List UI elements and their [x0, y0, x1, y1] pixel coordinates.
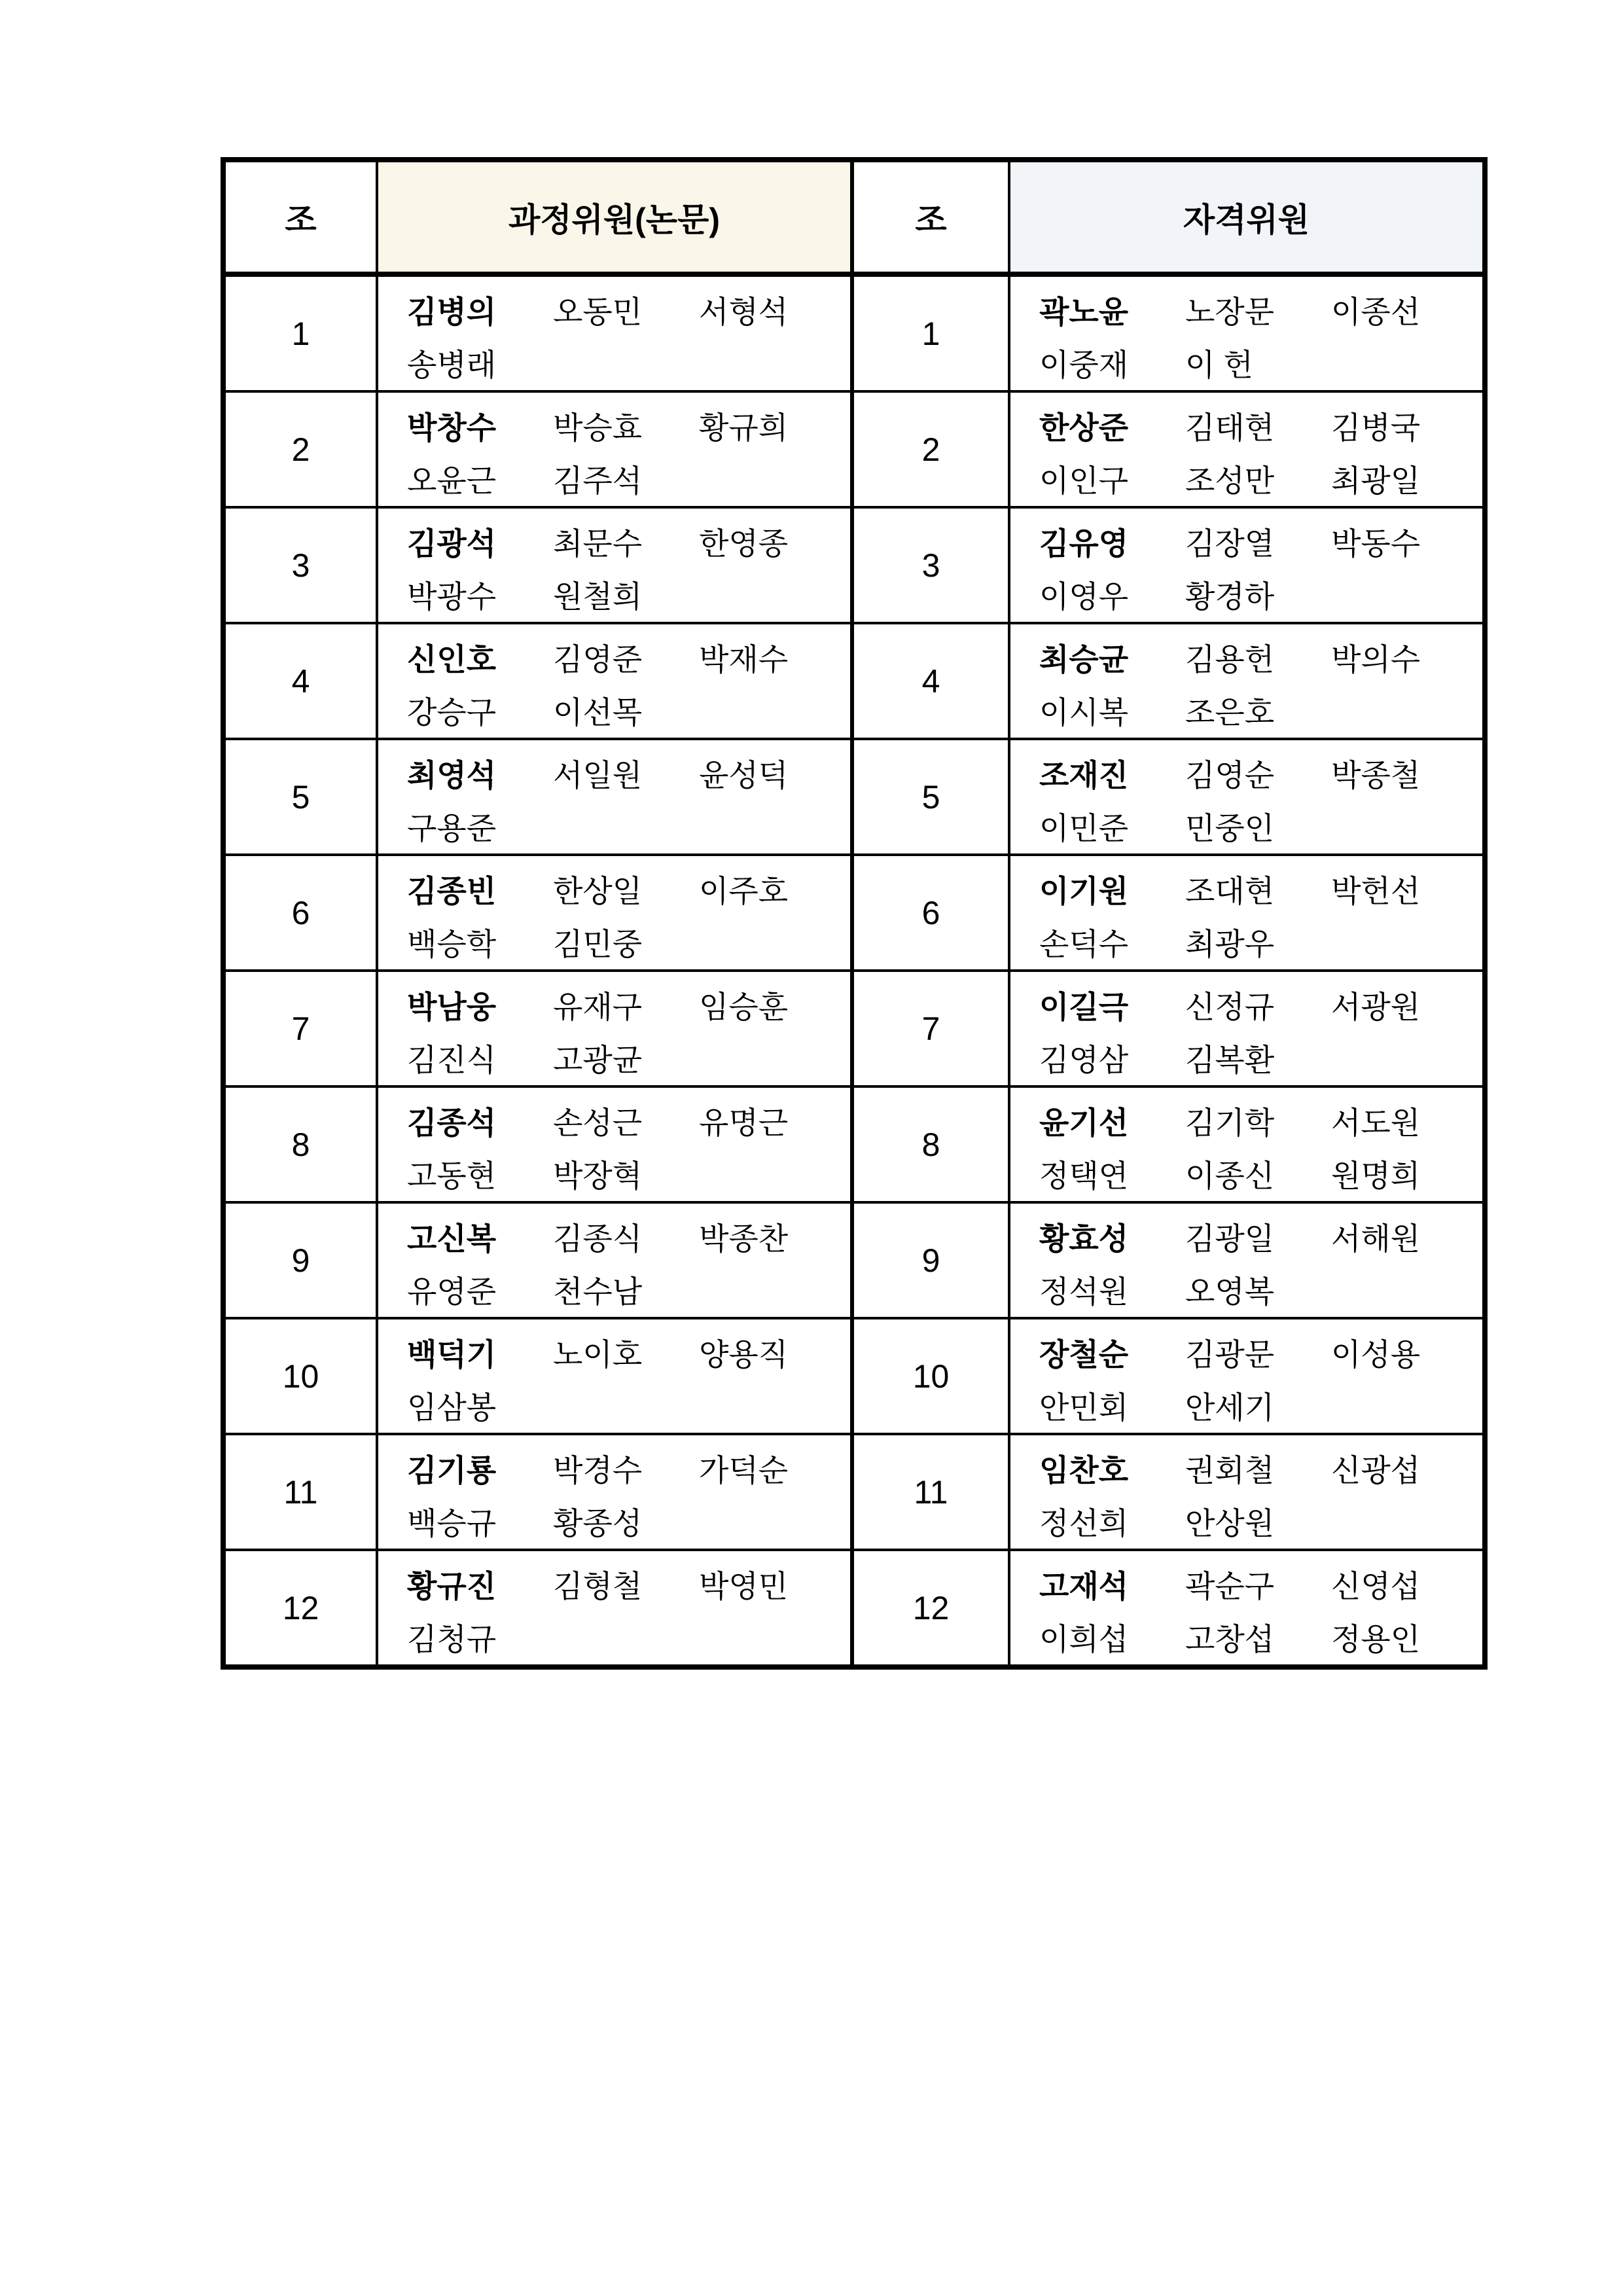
- member-name: 김진식: [407, 1042, 497, 1077]
- course-members-cell: [377, 1318, 852, 1434]
- qualification-members-cell: [1009, 507, 1485, 623]
- member-name: 김태현: [1185, 410, 1275, 445]
- member-name: 박헌선: [1331, 873, 1421, 908]
- group-number-right: 7: [852, 971, 1009, 1086]
- group-number-left: 7: [223, 971, 377, 1086]
- name-line: [407, 1454, 845, 1486]
- table-row: [223, 739, 1485, 855]
- member-name: 곽순구: [1185, 1568, 1275, 1604]
- table-row: [223, 1086, 1485, 1202]
- table-row: [223, 1318, 1485, 1434]
- member-name: 고동현: [407, 1158, 497, 1193]
- name-line: [407, 759, 845, 791]
- member-name: 손성근: [553, 1105, 643, 1140]
- names-grid: [378, 1204, 850, 1317]
- member-name: 양용직: [699, 1336, 789, 1372]
- name-line: [1039, 527, 1477, 560]
- member-name: 박장혁: [553, 1158, 643, 1193]
- member-name: 천수남: [553, 1274, 643, 1309]
- course-members-cell: [377, 855, 852, 971]
- names-grid: [378, 393, 850, 506]
- member-name: 임승훈: [699, 989, 789, 1024]
- member-name: 김영준: [553, 641, 643, 677]
- name-line: [1039, 1570, 1477, 1602]
- group-number-left: 8: [223, 1086, 377, 1202]
- lead-member-name: 조재진: [1039, 757, 1129, 793]
- member-name: 최문수: [553, 526, 643, 561]
- qualification-members-cell: [1009, 971, 1485, 1086]
- member-name: 오윤근: [407, 463, 497, 498]
- group-number-left: 3: [223, 507, 377, 623]
- table-row: [223, 971, 1485, 1086]
- group-number-left: 11: [223, 1434, 377, 1550]
- member-name: 서일원: [553, 757, 643, 793]
- lead-member-name: 이기원: [1039, 873, 1129, 908]
- name-line: [407, 580, 845, 613]
- member-name: 서형석: [699, 294, 789, 329]
- lead-member-name: 김종석: [407, 1105, 497, 1140]
- names-grid: [1010, 1551, 1482, 1664]
- group-number-left: 9: [223, 1202, 377, 1318]
- member-name: 박광수: [407, 579, 497, 614]
- member-name: 신영섭: [1331, 1568, 1421, 1604]
- table-row: [223, 1202, 1485, 1318]
- lead-member-name: 이길극: [1039, 989, 1129, 1024]
- name-line: [1039, 1275, 1477, 1308]
- name-line: [407, 1623, 845, 1655]
- names-grid: [378, 740, 850, 853]
- qualification-members-cell: [1009, 274, 1485, 391]
- name-line: [1039, 1391, 1477, 1424]
- name-line: [407, 1391, 845, 1424]
- table-row: [223, 391, 1485, 507]
- group-number-right: 12: [852, 1550, 1009, 1667]
- header-row: [223, 160, 1485, 274]
- course-members-cell: [377, 1550, 852, 1667]
- group-number-right: 9: [852, 1202, 1009, 1318]
- member-name: 서도원: [1331, 1105, 1421, 1140]
- name-line: [1039, 927, 1477, 960]
- member-name: 김청규: [407, 1621, 497, 1657]
- qualification-members-cell: [1009, 1550, 1485, 1667]
- member-name: 박종철: [1331, 757, 1421, 793]
- qualification-members-cell: [1009, 739, 1485, 855]
- table-row: [223, 274, 1485, 391]
- member-name: 박재수: [699, 641, 789, 677]
- lead-member-name: 곽노윤: [1039, 294, 1129, 329]
- lead-member-name: 김광석: [407, 526, 497, 561]
- names-grid: [1010, 277, 1482, 390]
- member-name: 가덕순: [699, 1452, 789, 1488]
- member-name: 박동수: [1331, 526, 1421, 561]
- name-line: [1039, 1043, 1477, 1076]
- names-grid: [378, 972, 850, 1085]
- member-name: 유명근: [699, 1105, 789, 1140]
- name-line: [1039, 295, 1477, 328]
- group-number-right: 3: [852, 507, 1009, 623]
- member-name: 오동민: [553, 294, 643, 329]
- names-grid: [378, 1435, 850, 1549]
- member-name: 송병래: [407, 347, 497, 382]
- group-number-left: 12: [223, 1550, 377, 1667]
- member-name: 이성용: [1331, 1336, 1421, 1372]
- name-line: [407, 1106, 845, 1139]
- lead-member-name: 고재석: [1039, 1568, 1129, 1604]
- lead-member-name: 황규진: [407, 1568, 497, 1604]
- name-line: [1039, 812, 1477, 844]
- names-grid: [378, 856, 850, 969]
- member-name: 김장열: [1185, 526, 1275, 561]
- member-name: 정석원: [1039, 1274, 1129, 1309]
- member-name: 손덕수: [1039, 926, 1129, 961]
- member-name: 고광균: [553, 1042, 643, 1077]
- qualification-members-cell: [1009, 1434, 1485, 1550]
- member-name: 원철희: [553, 579, 643, 614]
- member-name: 이희섭: [1039, 1621, 1129, 1657]
- header-group-left: 조: [223, 160, 377, 274]
- member-name: 안민회: [1039, 1390, 1129, 1425]
- member-name: 오영복: [1185, 1274, 1275, 1309]
- lead-member-name: 신인호: [407, 641, 497, 677]
- member-name: 김복환: [1185, 1042, 1275, 1077]
- committee-table: [221, 157, 1488, 1670]
- lead-member-name: 최영석: [407, 757, 497, 793]
- member-name: 김주석: [553, 463, 643, 498]
- member-name: 이 헌: [1185, 347, 1253, 382]
- lead-member-name: 한상준: [1039, 410, 1129, 445]
- name-line: [1039, 759, 1477, 791]
- qualification-members-cell: [1009, 391, 1485, 507]
- member-name: 최광우: [1185, 926, 1275, 961]
- member-name: 정용인: [1331, 1621, 1421, 1657]
- group-number-left: 6: [223, 855, 377, 971]
- name-line: [407, 1570, 845, 1602]
- course-members-cell: [377, 1086, 852, 1202]
- member-name: 이시복: [1039, 694, 1129, 730]
- member-name: 조은호: [1185, 694, 1275, 730]
- member-name: 민중인: [1185, 810, 1275, 846]
- member-name: 노장문: [1185, 294, 1275, 329]
- group-number-left: 2: [223, 391, 377, 507]
- table-row: [223, 1434, 1485, 1550]
- member-name: 박영민: [699, 1568, 789, 1604]
- name-line: [1039, 464, 1477, 497]
- names-grid: [1010, 1435, 1482, 1549]
- member-name: 박의수: [1331, 641, 1421, 677]
- name-line: [1039, 1338, 1477, 1371]
- course-members-cell: [377, 1434, 852, 1550]
- names-grid: [1010, 1204, 1482, 1317]
- name-line: [1039, 1507, 1477, 1539]
- member-name: 조성만: [1185, 463, 1275, 498]
- names-grid: [378, 1088, 850, 1201]
- member-name: 김영순: [1185, 757, 1275, 793]
- lead-member-name: 김유영: [1039, 526, 1129, 561]
- member-name: 백승규: [407, 1505, 497, 1541]
- member-name: 박승효: [553, 410, 643, 445]
- member-name: 이민준: [1039, 810, 1129, 846]
- course-members-cell: [377, 1202, 852, 1318]
- name-line: [1039, 348, 1477, 381]
- member-name: 김용헌: [1185, 641, 1275, 677]
- member-name: 이종선: [1331, 294, 1421, 329]
- course-members-cell: [377, 507, 852, 623]
- member-name: 이인구: [1039, 463, 1129, 498]
- member-name: 유영준: [407, 1274, 497, 1309]
- member-name: 이중재: [1039, 347, 1129, 382]
- group-number-left: 4: [223, 623, 377, 739]
- name-line: [1039, 990, 1477, 1023]
- member-name: 강승구: [407, 694, 497, 730]
- member-name: 김기학: [1185, 1105, 1275, 1140]
- header-course-committee: 과정위원(논문): [377, 160, 852, 274]
- header-qualification-committee: 자격위원: [1009, 160, 1485, 274]
- name-line: [407, 643, 845, 675]
- name-line: [1039, 696, 1477, 728]
- member-name: 한상일: [553, 873, 643, 908]
- lead-member-name: 장철순: [1039, 1336, 1129, 1372]
- name-line: [1039, 1106, 1477, 1139]
- name-line: [1039, 874, 1477, 907]
- names-grid: [1010, 972, 1482, 1085]
- group-number-left: 5: [223, 739, 377, 855]
- member-name: 유재구: [553, 989, 643, 1024]
- lead-member-name: 박남웅: [407, 989, 497, 1024]
- member-name: 한영종: [699, 526, 789, 561]
- qualification-members-cell: [1009, 1086, 1485, 1202]
- table-row: [223, 1550, 1485, 1667]
- group-number-right: 11: [852, 1434, 1009, 1550]
- lead-member-name: 김병의: [407, 294, 497, 329]
- member-name: 김병국: [1331, 410, 1421, 445]
- course-members-cell: [377, 623, 852, 739]
- names-grid: [1010, 1088, 1482, 1201]
- name-line: [1039, 1454, 1477, 1486]
- name-line: [407, 464, 845, 497]
- lead-member-name: 윤기선: [1039, 1105, 1129, 1140]
- member-name: 정택연: [1039, 1158, 1129, 1193]
- name-line: [407, 527, 845, 560]
- names-grid: [1010, 624, 1482, 738]
- name-line: [1039, 1623, 1477, 1655]
- names-grid: [378, 1551, 850, 1664]
- member-name: 김광일: [1185, 1221, 1275, 1256]
- member-name: 황규희: [699, 410, 789, 445]
- member-name: 조대현: [1185, 873, 1275, 908]
- member-name: 안상원: [1185, 1505, 1275, 1541]
- qualification-members-cell: [1009, 855, 1485, 971]
- qualification-members-cell: [1009, 1318, 1485, 1434]
- course-members-cell: [377, 391, 852, 507]
- group-number-left: 1: [223, 274, 377, 391]
- course-members-cell: [377, 274, 852, 391]
- lead-member-name: 백덕기: [407, 1336, 497, 1372]
- member-name: 노이호: [553, 1336, 643, 1372]
- name-line: [407, 812, 845, 844]
- member-name: 황종성: [553, 1505, 643, 1541]
- group-number-right: 6: [852, 855, 1009, 971]
- course-members-cell: [377, 739, 852, 855]
- name-line: [407, 1159, 845, 1192]
- member-name: 정선희: [1039, 1505, 1129, 1541]
- name-line: [407, 874, 845, 907]
- name-line: [407, 295, 845, 328]
- names-grid: [378, 1319, 850, 1433]
- names-grid: [1010, 740, 1482, 853]
- lead-member-name: 황효성: [1039, 1221, 1129, 1256]
- names-grid: [1010, 393, 1482, 506]
- lead-member-name: 김기룡: [407, 1452, 497, 1488]
- table-row: [223, 507, 1485, 623]
- lead-member-name: 박창수: [407, 410, 497, 445]
- name-line: [1039, 1222, 1477, 1255]
- group-number-left: 10: [223, 1318, 377, 1434]
- member-name: 박경수: [553, 1452, 643, 1488]
- member-name: 김영삼: [1039, 1042, 1129, 1077]
- table-row: [223, 855, 1485, 971]
- member-name: 구용준: [407, 810, 497, 846]
- member-name: 신광섭: [1331, 1452, 1421, 1488]
- qualification-members-cell: [1009, 623, 1485, 739]
- name-line: [407, 990, 845, 1023]
- lead-member-name: 임찬호: [1039, 1452, 1129, 1488]
- name-line: [1039, 1159, 1477, 1192]
- group-number-right: 2: [852, 391, 1009, 507]
- member-name: 윤성덕: [699, 757, 789, 793]
- group-number-right: 10: [852, 1318, 1009, 1434]
- name-line: [407, 1275, 845, 1308]
- names-grid: [1010, 509, 1482, 622]
- name-line: [407, 1338, 845, 1371]
- member-name: 이종신: [1185, 1158, 1275, 1193]
- name-line: [1039, 643, 1477, 675]
- member-name: 임삼봉: [407, 1390, 497, 1425]
- member-name: 안세기: [1185, 1390, 1275, 1425]
- name-line: [1039, 580, 1477, 613]
- member-name: 김광문: [1185, 1336, 1275, 1372]
- member-name: 박종찬: [699, 1221, 789, 1256]
- qualification-members-cell: [1009, 1202, 1485, 1318]
- member-name: 김형철: [553, 1568, 643, 1604]
- member-name: 신정규: [1185, 989, 1275, 1024]
- member-name: 황경하: [1185, 579, 1275, 614]
- group-number-right: 5: [852, 739, 1009, 855]
- name-line: [407, 696, 845, 728]
- member-name: 이선목: [553, 694, 643, 730]
- member-name: 서광원: [1331, 989, 1421, 1024]
- group-number-right: 4: [852, 623, 1009, 739]
- member-name: 김민중: [553, 926, 643, 961]
- names-grid: [378, 624, 850, 738]
- member-name: 원명희: [1331, 1158, 1421, 1193]
- member-name: 백승학: [407, 926, 497, 961]
- table-row: [223, 623, 1485, 739]
- lead-member-name: 김종빈: [407, 873, 497, 908]
- name-line: [1039, 411, 1477, 444]
- member-name: 이영우: [1039, 579, 1129, 614]
- member-name: 고창섭: [1185, 1621, 1275, 1657]
- name-line: [407, 1043, 845, 1076]
- name-line: [407, 348, 845, 381]
- names-grid: [1010, 1319, 1482, 1433]
- name-line: [407, 1507, 845, 1539]
- course-members-cell: [377, 971, 852, 1086]
- header-group-right: 조: [852, 160, 1009, 274]
- member-name: 이주호: [699, 873, 789, 908]
- group-number-right: 8: [852, 1086, 1009, 1202]
- lead-member-name: 최승균: [1039, 641, 1129, 677]
- group-number-right: 1: [852, 274, 1009, 391]
- lead-member-name: 고신복: [407, 1221, 497, 1256]
- member-name: 최광일: [1331, 463, 1421, 498]
- names-grid: [378, 509, 850, 622]
- names-grid: [378, 277, 850, 390]
- member-name: 권회철: [1185, 1452, 1275, 1488]
- member-name: 서해원: [1331, 1221, 1421, 1256]
- member-name: 김종식: [553, 1221, 643, 1256]
- names-grid: [1010, 856, 1482, 969]
- name-line: [407, 1222, 845, 1255]
- name-line: [407, 411, 845, 444]
- name-line: [407, 927, 845, 960]
